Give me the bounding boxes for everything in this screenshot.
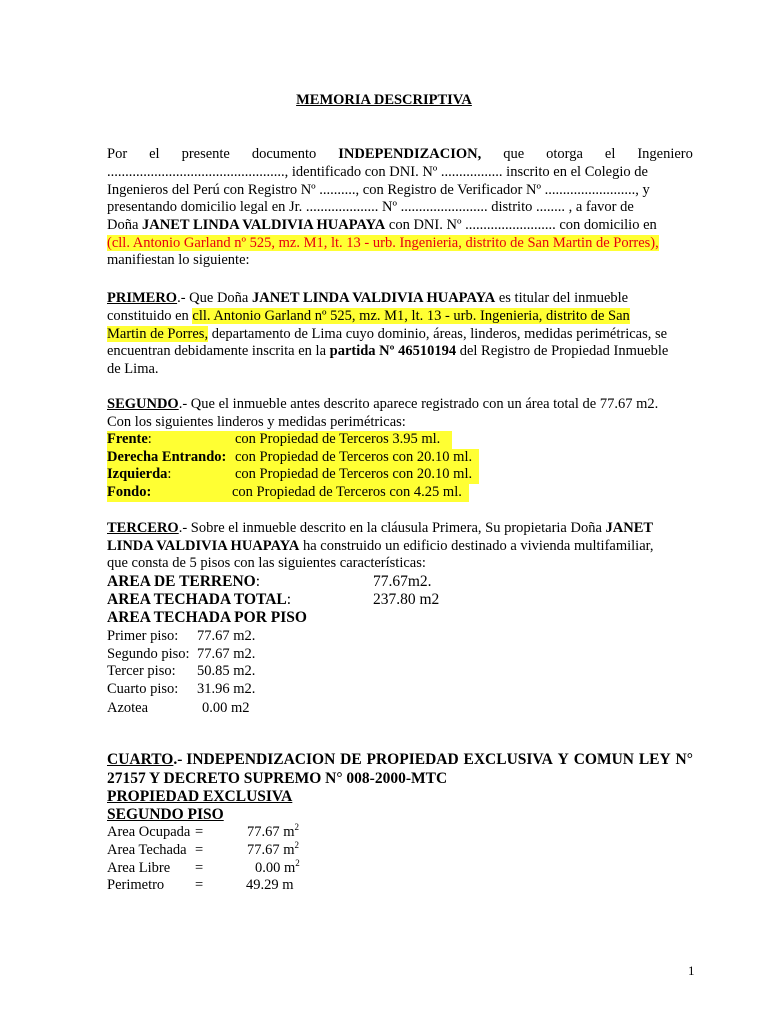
lindero-row bbox=[107, 449, 479, 467]
area-row bbox=[107, 877, 294, 895]
highlighted-address: cll. Antonio Garland nº 525, mz. M1, lt. 13 - urb. Ingenieria, distrito de San bbox=[192, 308, 630, 324]
text: EXCLUSIVA bbox=[463, 751, 553, 768]
area-row bbox=[107, 822, 300, 842]
highlighted-address: Martin de Porres, bbox=[107, 326, 209, 342]
lindero-value: con Propiedad de Terceros con 20.10 ml. bbox=[235, 449, 473, 465]
text: el bbox=[604, 146, 616, 162]
highlighted-address: (cll. Antonio Garland nº 525, mz. M1, lt. 13 - urb. Ingenieria, distrito de San Martin de Porres), bbox=[107, 235, 659, 251]
superscript: 2 bbox=[294, 840, 300, 851]
area-row bbox=[107, 858, 300, 878]
owner-name: JANET LINDA VALDIVIA HUAPAYA bbox=[252, 290, 496, 306]
text: departamento de Lima cuyo dominio, áreas, linderos, medidas perimétricas, se bbox=[208, 326, 668, 342]
text: documento bbox=[251, 146, 317, 162]
segundo-piso-heading: SEGUNDO PISO bbox=[107, 806, 224, 823]
intro-line-6 bbox=[107, 235, 659, 253]
text: : bbox=[167, 466, 172, 482]
section-label: TERCERO bbox=[107, 520, 179, 536]
tercero-line-3: que consta de 5 pisos con las siguientes características: bbox=[107, 555, 426, 571]
area-value: 49.29 m bbox=[246, 877, 294, 893]
text: constituido en bbox=[107, 308, 193, 324]
cuarto-line-1 bbox=[107, 751, 693, 769]
area-por-piso-heading: AREA TECHADA POR PISO bbox=[107, 609, 307, 626]
text: Ingeniero bbox=[637, 146, 693, 162]
piso-label: Primer piso: bbox=[107, 628, 179, 644]
superscript: 2 bbox=[294, 822, 300, 833]
text: : bbox=[147, 431, 152, 447]
partida-number: partida Nº 46510194 bbox=[329, 343, 457, 359]
text: del Registro de Propiedad Inmueble bbox=[456, 343, 669, 359]
area-row bbox=[107, 840, 300, 860]
segundo-line-1 bbox=[107, 396, 658, 414]
piso-label: Cuarto piso: bbox=[107, 681, 179, 697]
text: es titular del inmueble bbox=[495, 290, 629, 306]
section-label: CUARTO bbox=[107, 751, 174, 768]
piso-value: 31.96 m2. bbox=[197, 681, 256, 697]
intro-line-3: Ingenieros del Perú con Registro Nº .........., con Registro de Verificador Nº ........................., y bbox=[107, 182, 650, 198]
piso-label: Azotea bbox=[107, 700, 149, 716]
text: presente bbox=[181, 146, 230, 162]
piso-row bbox=[107, 628, 256, 646]
lindero-label: Derecha Entrando: bbox=[107, 449, 227, 465]
text: N° bbox=[675, 751, 693, 768]
document-type: INDEPENDIZACION, bbox=[338, 146, 482, 162]
text: que bbox=[503, 146, 525, 162]
text: = bbox=[195, 860, 204, 876]
text: = bbox=[195, 824, 204, 840]
text: .- bbox=[173, 751, 187, 768]
lindero-row bbox=[107, 466, 479, 484]
area-label: Perimetro bbox=[107, 877, 165, 893]
document-title: MEMORIA DESCRIPTIVA bbox=[296, 92, 472, 108]
owner-name: JANET LINDA VALDIVIA HUAPAYA bbox=[142, 217, 386, 233]
tercero-line-2 bbox=[107, 538, 654, 556]
tercero-line-1 bbox=[107, 520, 653, 538]
lindero-row bbox=[107, 431, 452, 449]
intro-line-4: presentando domicilio legal en Jr. .................... Nº ........................ distrito ........ , a favor de bbox=[107, 199, 634, 215]
area-label: Area Libre bbox=[107, 860, 171, 876]
text: : bbox=[286, 591, 292, 608]
area-label: Area Ocupada bbox=[107, 824, 191, 840]
area-techada-row bbox=[107, 591, 440, 609]
piso-row bbox=[107, 663, 256, 681]
text: Por bbox=[107, 146, 128, 162]
piso-value: 0.00 m2 bbox=[202, 700, 250, 716]
section-label: SEGUNDO bbox=[107, 396, 179, 412]
lindero-label: Izquierda bbox=[107, 466, 168, 482]
lindero-value: con Propiedad de Terceros con 4.25 ml. bbox=[232, 484, 462, 500]
section-label: PRIMERO bbox=[107, 290, 178, 306]
text: INDEPENDIZACION bbox=[186, 751, 336, 768]
piso-label: Segundo piso: bbox=[107, 646, 190, 662]
primero-line-5: de Lima. bbox=[107, 361, 159, 377]
intro-line-5 bbox=[107, 217, 657, 235]
piso-label: Tercer piso: bbox=[107, 663, 176, 679]
segundo-line-2: Con los siguientes linderos y medidas perimétricas: bbox=[107, 414, 406, 430]
area-label: AREA DE TERRENO bbox=[107, 573, 256, 590]
text: .- Que Doña bbox=[177, 290, 252, 306]
primero-line-2 bbox=[107, 308, 630, 326]
area-value: 77.67 m bbox=[247, 842, 295, 858]
area-terreno-row bbox=[107, 573, 432, 591]
lindero-value: con Propiedad de Terceros 3.95 ml. bbox=[235, 431, 441, 447]
text: COMUN bbox=[573, 751, 634, 768]
piso-row bbox=[107, 681, 256, 699]
text: Doña bbox=[107, 217, 143, 233]
cuarto-line-2: 27157 Y DECRETO SUPREMO N° 008-2000-MTC bbox=[107, 770, 448, 787]
page-number: 1 bbox=[688, 963, 695, 978]
text: encuentran debidamente inscrita en la bbox=[107, 343, 330, 359]
lindero-value: con Propiedad de Terceros con 20.10 ml. bbox=[235, 466, 473, 482]
intro-line-7: manifiestan lo siguiente: bbox=[107, 252, 250, 268]
area-label: AREA TECHADA TOTAL bbox=[107, 591, 287, 608]
text: otorga bbox=[546, 146, 583, 162]
text: .- Que el inmueble antes descrito aparece registrado con un área total de 77.67 m2. bbox=[178, 396, 659, 412]
text: Y bbox=[557, 751, 569, 768]
text: LEY bbox=[638, 751, 671, 768]
text: el bbox=[149, 146, 160, 162]
piso-value: 50.85 m2. bbox=[197, 663, 256, 679]
lindero-label: Fondo: bbox=[107, 484, 152, 500]
piso-value: 77.67 m2. bbox=[197, 628, 256, 644]
superscript: 2 bbox=[295, 858, 300, 869]
text: .- Sobre el inmueble descrito en la cláusula Primera, Su propietaria Doña bbox=[178, 520, 606, 536]
piso-row bbox=[107, 646, 256, 664]
text: DE bbox=[340, 751, 362, 768]
owner-name: JANET bbox=[605, 520, 654, 536]
lindero-row bbox=[107, 484, 469, 502]
area-value: 0.00 m bbox=[255, 860, 296, 876]
intro-line-1 bbox=[107, 146, 693, 164]
area-value: 77.67 m bbox=[247, 824, 295, 840]
owner-name: LINDA VALDIVIA HUAPAYA bbox=[107, 538, 300, 554]
text: : bbox=[255, 573, 261, 590]
text: PROPIEDAD bbox=[366, 751, 459, 768]
area-value: 237.80 m2 bbox=[373, 591, 440, 608]
text: ha construido un edificio destinado a vivienda multifamiliar, bbox=[299, 538, 654, 554]
piso-row bbox=[107, 700, 250, 718]
text: con DNI. Nº ......................... con domicilio en bbox=[385, 217, 657, 233]
primero-line-4 bbox=[107, 343, 668, 361]
text: = bbox=[195, 842, 204, 858]
area-label: Area Techada bbox=[107, 842, 187, 858]
lindero-label: Frente bbox=[107, 431, 148, 447]
text: = bbox=[195, 877, 204, 893]
piso-value: 77.67 m2. bbox=[197, 646, 256, 662]
intro-line-2: ................................................., identificado con DNI. Nº ................. inscrito en el Colegio de bbox=[107, 164, 648, 180]
primero-line-3 bbox=[107, 326, 667, 344]
area-value: 77.67m2. bbox=[373, 573, 432, 590]
propiedad-exclusiva-heading: PROPIEDAD EXCLUSIVA bbox=[107, 788, 293, 805]
primero-line-1 bbox=[107, 290, 628, 308]
